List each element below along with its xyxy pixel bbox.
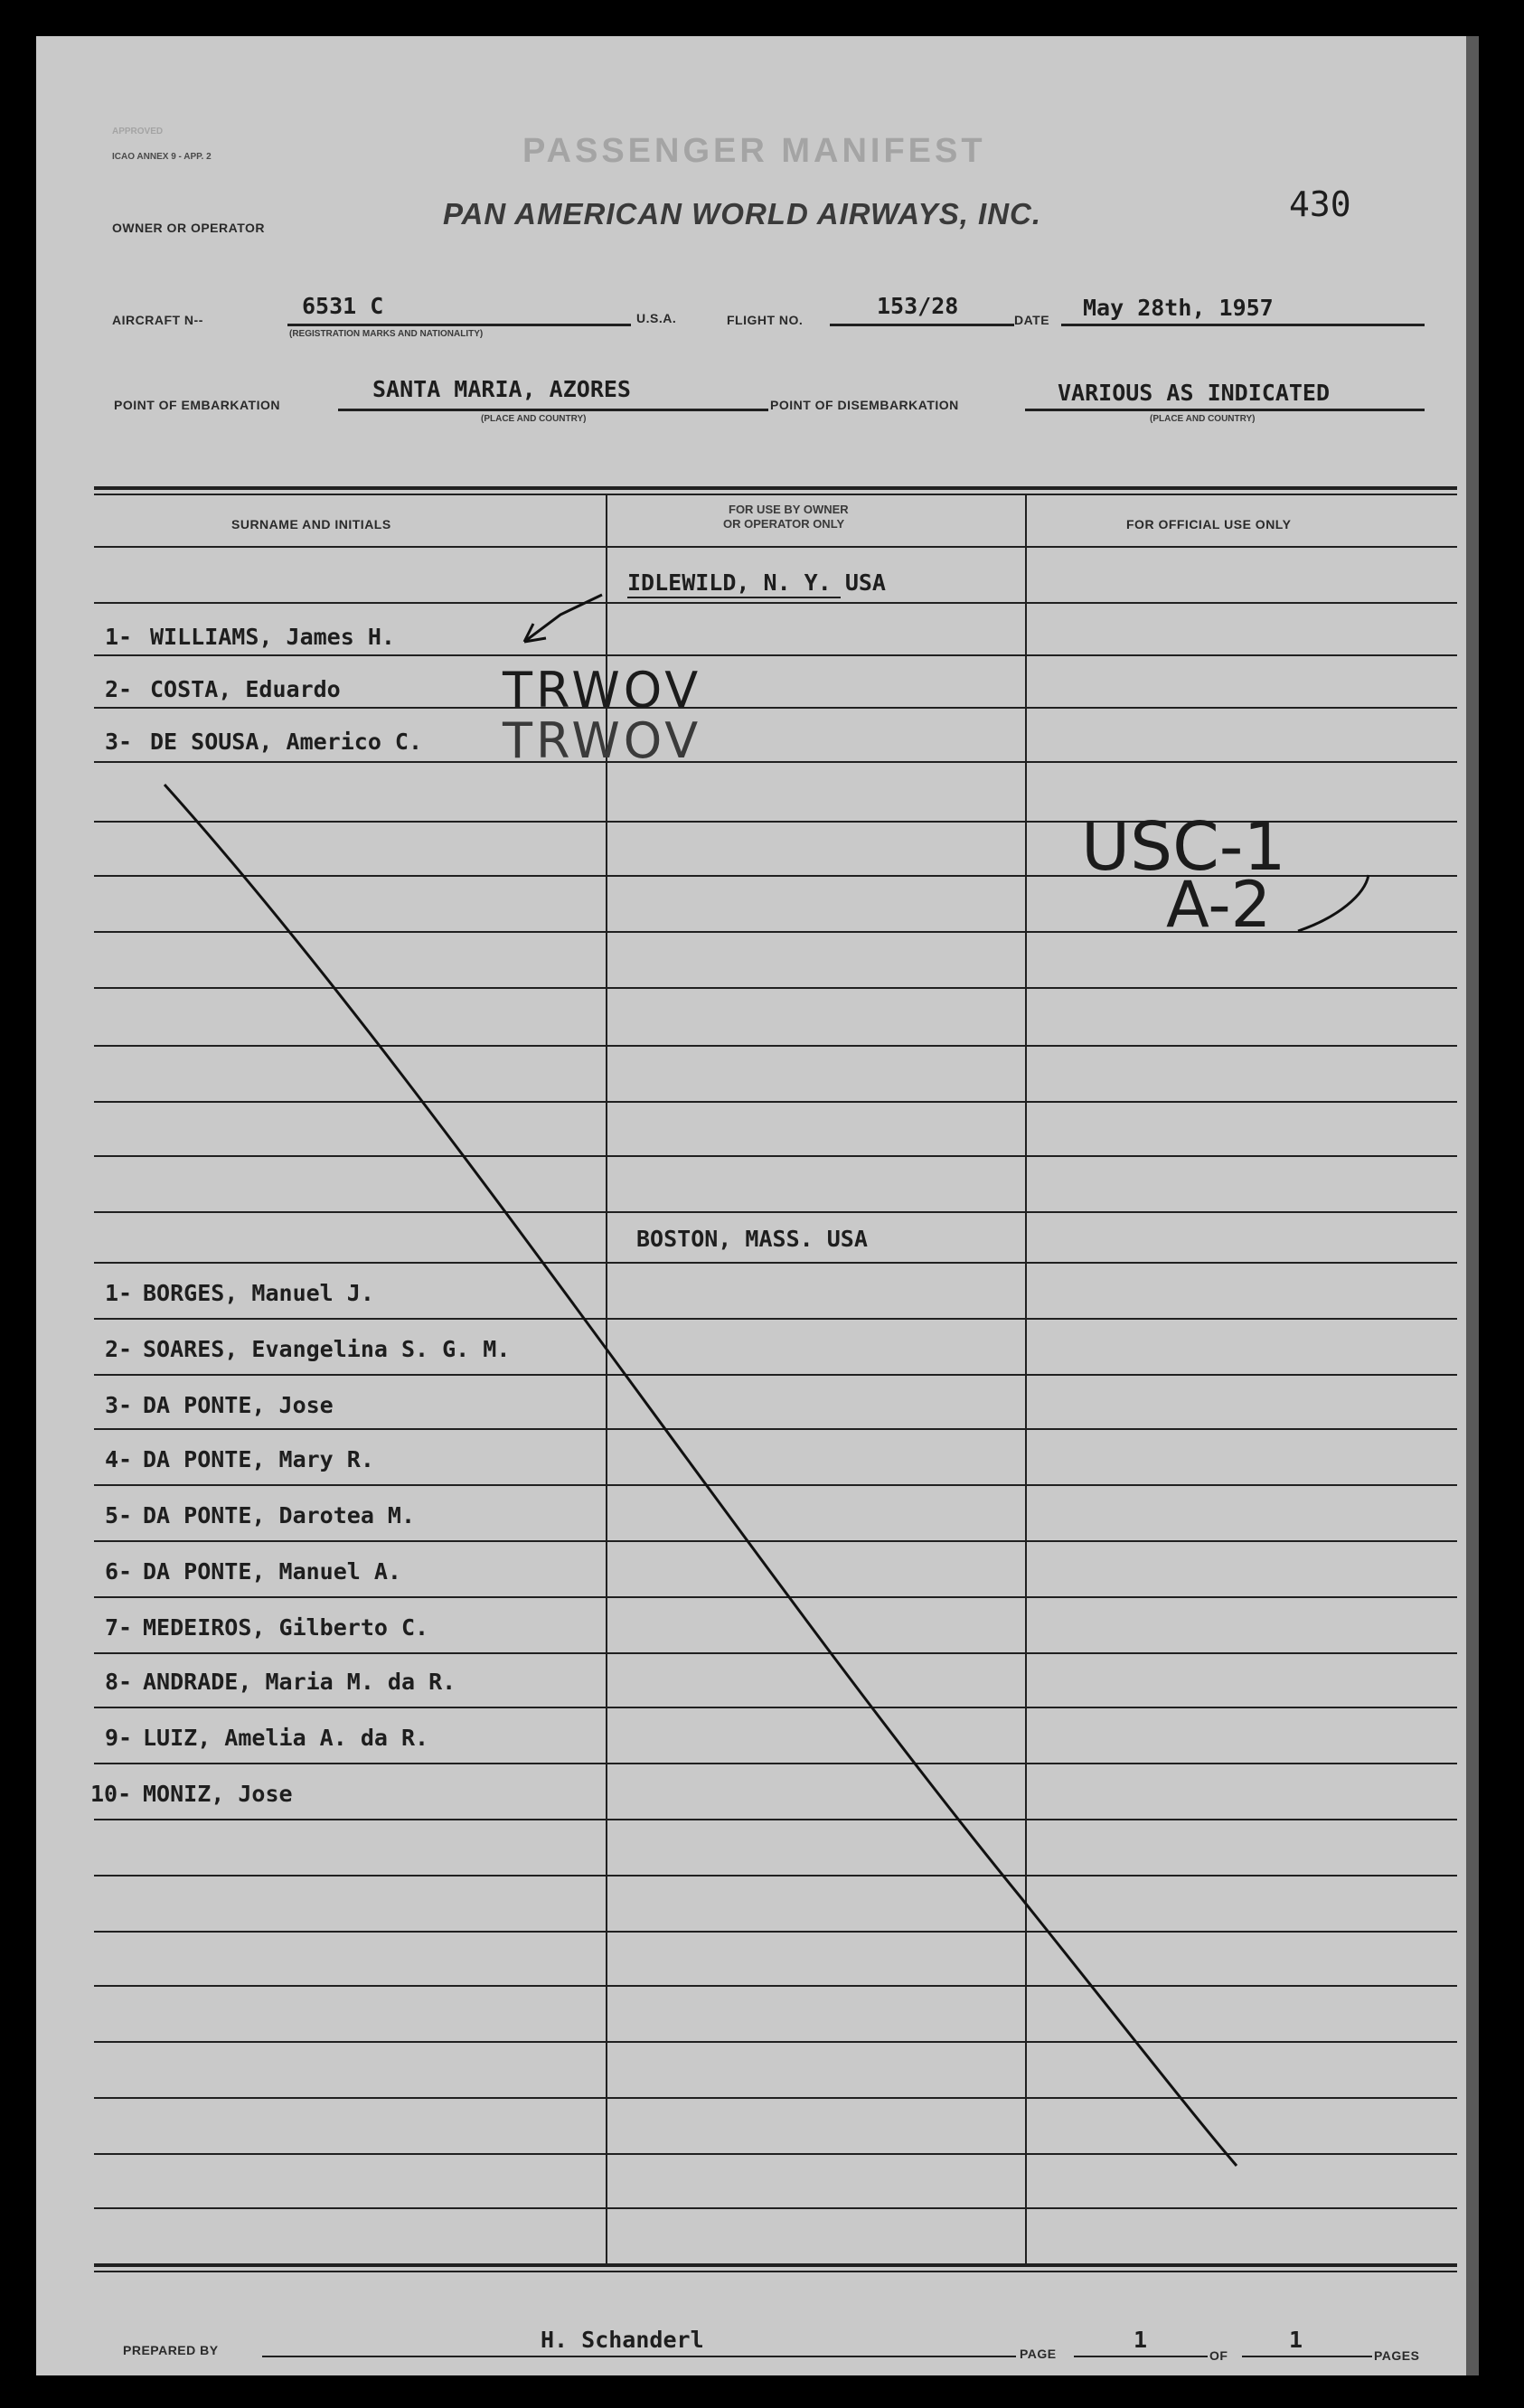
passenger-name: ANDRADE, Maria M. da R. bbox=[143, 1669, 456, 1695]
passenger-name: DA PONTE, Mary R. bbox=[143, 1446, 374, 1472]
check-arrow-stroke bbox=[524, 595, 602, 642]
passenger-number: 10- bbox=[90, 1781, 132, 1807]
passenger-name: BORGES, Manuel J. bbox=[143, 1280, 374, 1306]
passenger-number: 7- bbox=[105, 1614, 133, 1641]
passenger-number: 2- bbox=[105, 1336, 133, 1362]
page-code: 430 bbox=[1289, 184, 1351, 224]
embark-label: POINT OF EMBARKATION bbox=[114, 398, 280, 412]
passenger-number: 3- bbox=[105, 1392, 133, 1418]
page-underline bbox=[1074, 2356, 1208, 2357]
aircraft-sublabel: (REGISTRATION MARKS AND NATIONALITY) bbox=[289, 329, 484, 339]
embark-sublabel: (PLACE AND COUNTRY) bbox=[481, 414, 587, 424]
page-number: 1 bbox=[1134, 2327, 1148, 2353]
passenger-number: 1- bbox=[105, 624, 133, 650]
owner-label: OWNER OR OPERATOR bbox=[112, 221, 265, 235]
table-bottom-rule-2 bbox=[94, 2271, 1457, 2272]
disembark-sublabel: (PLACE AND COUNTRY) bbox=[1150, 414, 1256, 424]
page-label: PAGE bbox=[1020, 2347, 1057, 2361]
table-bottom-rule bbox=[94, 2263, 1457, 2267]
of-label: OF bbox=[1209, 2348, 1228, 2363]
flight-label: FLIGHT NO. bbox=[727, 313, 804, 327]
disembark-value: VARIOUS AS INDICATED bbox=[1058, 380, 1331, 406]
passenger-name: DA PONTE, Manuel A. bbox=[143, 1558, 401, 1585]
cancel-diagonal-stroke bbox=[165, 785, 1237, 2166]
passenger-number: 4- bbox=[105, 1446, 133, 1472]
passenger-name: LUIZ, Amelia A. da R. bbox=[143, 1725, 429, 1751]
approval-line-2: ICAO ANNEX 9 - APP. 2 bbox=[112, 152, 212, 162]
destination-idlewild: IDLEWILD, N. Y. USA bbox=[627, 569, 886, 596]
country-label: U.S.A. bbox=[636, 311, 677, 325]
preparer-signature: H. Schanderl bbox=[541, 2327, 704, 2353]
official-mark-2: A-2 bbox=[1166, 868, 1272, 942]
passenger-name: DE SOUSA, Americo C. bbox=[150, 729, 423, 755]
official-mark-swoosh bbox=[1298, 875, 1369, 931]
passenger-name: SOARES, Evangelina S. G. M. bbox=[143, 1336, 511, 1362]
flight-value: 153/28 bbox=[877, 293, 959, 319]
destination-boston: BOSTON, MASS. USA bbox=[636, 1226, 868, 1252]
col-official-header: FOR OFFICIAL USE ONLY bbox=[1126, 517, 1292, 531]
date-label: DATE bbox=[1014, 313, 1050, 327]
embark-value: SANTA MARIA, AZORES bbox=[372, 376, 631, 402]
col-surname-header: SURNAME AND INITIALS bbox=[231, 517, 391, 531]
prepared-by-label: PREPARED BY bbox=[123, 2343, 219, 2357]
passenger-name: MONIZ, Jose bbox=[143, 1781, 293, 1807]
owner-value: PAN AMERICAN WORLD AIRWAYS, INC. bbox=[443, 197, 1042, 230]
aircraft-value: 6531 C bbox=[302, 293, 384, 319]
total-pages: 1 bbox=[1289, 2327, 1303, 2353]
col-owner-header-2: OR OPERATOR ONLY bbox=[723, 517, 845, 531]
passenger-number: 2- bbox=[105, 676, 133, 702]
owner-mark-1: TRWOV bbox=[503, 662, 702, 719]
passenger-name: DA PONTE, Jose bbox=[143, 1392, 334, 1418]
manifest-title: PASSENGER MANIFEST bbox=[522, 132, 986, 170]
official-mark-1: USC-1 bbox=[1081, 808, 1286, 886]
passenger-name: COSTA, Eduardo bbox=[150, 676, 341, 702]
approval-line-1: APPROVED bbox=[112, 127, 164, 136]
pages-underline bbox=[1242, 2356, 1372, 2357]
passenger-number: 3- bbox=[105, 729, 133, 755]
owner-mark-2: TRWOV bbox=[503, 712, 702, 769]
disembark-label: POINT OF DISEMBARKATION bbox=[770, 398, 959, 412]
passenger-name: WILLIAMS, James H. bbox=[150, 624, 395, 650]
date-value: May 28th, 1957 bbox=[1083, 295, 1274, 321]
passenger-number: 6- bbox=[105, 1558, 133, 1585]
passenger-number: 8- bbox=[105, 1669, 133, 1695]
passenger-number: 9- bbox=[105, 1725, 133, 1751]
prepared-underline bbox=[262, 2356, 1016, 2357]
col-owner-header-1: FOR USE BY OWNER bbox=[729, 503, 849, 516]
aircraft-label: AIRCRAFT N-- bbox=[112, 313, 203, 327]
passenger-number: 5- bbox=[105, 1502, 133, 1529]
pages-label: PAGES bbox=[1374, 2348, 1420, 2363]
passenger-number: 1- bbox=[105, 1280, 133, 1306]
passenger-name: DA PONTE, Darotea M. bbox=[143, 1502, 416, 1529]
passenger-name: MEDEIROS, Gilberto C. bbox=[143, 1614, 429, 1641]
